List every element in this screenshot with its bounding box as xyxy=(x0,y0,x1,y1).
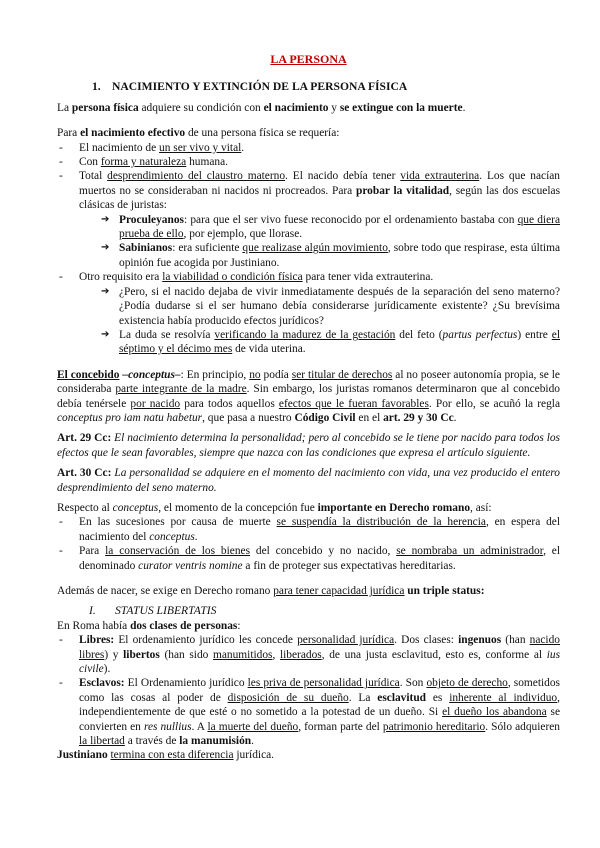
triple-status-paragraph: Además de nacer, se exige en Derecho romano para tener capacidad jurídica un triple status: xyxy=(57,585,485,597)
section-title: NACIMIENTO Y EXTINCIÓN DE LA PERSONA FÍSICA xyxy=(112,80,408,94)
section-number: 1. xyxy=(92,80,101,94)
classes-intro: En Roma había dos clases de personas: xyxy=(57,619,241,632)
list-item: - Para la conservación de los bienes del concebido y no nacido, se nombraba un administrador, el denominado curator ventris nomine a fin de proteger sus expectativas hereditarias. xyxy=(57,544,560,573)
requirements-list xyxy=(57,141,560,357)
justiniano-paragraph: Justiniano termina con esta diferencia jurídica. xyxy=(57,749,275,762)
list-item: ➔ Sabinianos: era suficiente que realizase algún movimiento, sobre todo que respirase, esta última opinión fue acogida por Justiniano. xyxy=(99,241,560,270)
subsection-title: STATUS LIBERTATIS xyxy=(115,604,217,618)
list-item: - Con forma y naturaleza humana. xyxy=(57,155,560,169)
list-item: - Libres: El ordenamiento jurídico les concede personalidad jurídica. Dos clases: ingenuos (han nacido libres) y libertos (han sido manumitidos, liberados, de una justa esclavitud, esto es, conforme al ius civile). xyxy=(57,633,560,676)
list-item: - Esclavos: El Ordenamiento jurídico les priva de personalidad jurídica. Son objeto de derecho, sometidos como las cosas al poder de disposición de su dueño. La esclavitud es inherente al individuo, independientemente de que esté o no sometido a la potestad de un dueño. Si el dueño los abandona se convierten en res nullius. A la muerte del dueño, forman parte del patrimonio hereditario. Sólo adquieren la libertad a través de la manumisión. xyxy=(57,676,560,748)
requirements-intro: Para el nacimiento efectivo de una persona física se requería: xyxy=(57,127,340,140)
list-item: ➔ Proculeyanos: para que el ser vivo fuese reconocido por el ordenamiento bastaba con que diera prueba de ello, por ejemplo, que llorase. xyxy=(99,213,560,242)
section-heading xyxy=(92,80,560,94)
document-title: LA PERSONA xyxy=(270,52,347,66)
schools-list xyxy=(79,213,560,271)
subsection-number: I. xyxy=(89,604,96,618)
classes-list xyxy=(57,633,560,748)
list-item: ➔ ¿Pero, si el nacido dejaba de vivir inmediatamente después de la separación del seno materno? ¿Podía dudarse si el ser humano debía considerarse jurídicamente existente? ¿Su brevísima existencia había producido efectos jurídicos? xyxy=(99,285,560,328)
intro-paragraph: La persona física adquiere su condición con el nacimiento y se extingue con la muerte. xyxy=(57,101,466,114)
list-item: - El nacimiento de un ser vivo y vital. xyxy=(57,141,560,155)
viability-list xyxy=(79,285,560,357)
list-item: - En las sucesiones por causa de muerte se suspendía la distribución de la herencia, en espera del nacimiento del conceptus. xyxy=(57,515,560,544)
list-item: - Total desprendimiento del claustro materno. El nacido debía tener vida extrauterina. Los que nacían muertos no se consideraban ni nacidos ni procreados. Para probar la vitalidad, según las dos escuelas clásicas de juristas: ➔ Proculeyanos: para que el ser vivo fuese reconocido por el ordenamiento bastaba con que diera prueba de ello, por ejemplo, que llorase. ➔ Sabinianos: era suficiente que realizase algún movimiento, sobre todo que respirase, esta última opinión fue acogida por Justiniano. xyxy=(57,169,560,270)
list-item: - Otro requisito era la viabilidad o condición física para tener vida extrauterina. ➔ ¿Pero, si el nacido dejaba de vivir inmediatamente después de la separación del seno materno? ¿Podía dudarse si el ser humano debía considerarse jurídicamente existente? ¿Su brevísima existencia había producido efectos jurídicos? ➔ La duda se resolvía verificando la madurez de la gestación del feto (partus perfectus) entre el séptimo y el décimo mes de vida uterina. xyxy=(57,270,560,356)
article-29: Art. 29 Cc: El nacimiento determina la personalidad; pero al concebido se le tiene por nacido para todos los efectos que le sean favorables, siempre que nazca con las condiciones que expresa el artículo siguiente. xyxy=(57,432,560,459)
subsection-heading xyxy=(89,604,560,618)
list-item: ➔ La duda se resolvía verificando la madurez de la gestación del feto (partus perfectus) entre el séptimo y el décimo mes de vida uterina. xyxy=(99,328,560,357)
conceptus-importance: Respecto al conceptus, el momento de la concepción fue importante en Derecho romano, así: xyxy=(57,501,492,514)
conceptus-paragraph: El concebido –conceptus–: En principio, no podía ser titular de derechos al no poseer autonomía propia, se le consideraba parte integrante de la madre. Sin embargo, los juristas romanos determinaron que al concebido debía tenérsele por nacido para todos aquellos efectos que le fueran favorables. Por ello, se acuñó la regla conceptus pro iam natu habetur, que pasa a nuestro Código Civil en el art. 29 y 30 Cc. xyxy=(57,368,560,424)
importance-list xyxy=(57,515,560,573)
article-30: Art. 30 Cc: La personalidad se adquiere en el momento del nacimiento con vida, una vez producido el entero desprendimiento del seno materno. xyxy=(57,467,560,494)
